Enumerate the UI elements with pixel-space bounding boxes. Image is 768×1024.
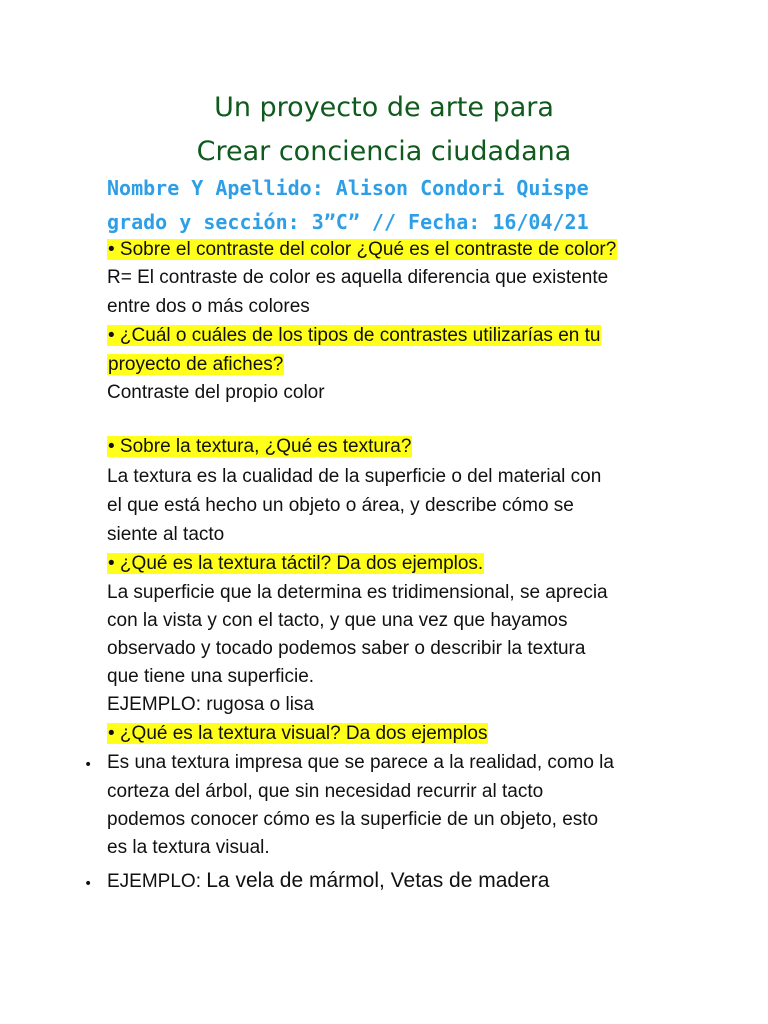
question-3 (107, 436, 412, 458)
answer-3-line-1: La textura es la cualidad de la superficie o del material con (107, 466, 602, 487)
answer-1-line-2: entre dos o más colores (107, 296, 310, 317)
answer-2-line-1: Contraste del propio color (107, 382, 325, 403)
question-4-text: • ¿Qué es la textura táctil? Da dos ejemplos. (108, 553, 484, 574)
answer-3-line-3: siente al tacto (107, 524, 225, 545)
question-1 (107, 239, 617, 261)
list-bullet-2: • (84, 876, 93, 892)
answer-5-line-4: es la textura visual. (107, 837, 270, 858)
student-name: Nombre Y Apellido: Alison Condori Quispe (107, 176, 589, 200)
answer-5-example (107, 869, 549, 893)
answer-4-example: EJEMPLO: rugosa o lisa (107, 694, 314, 715)
grade-date: grado y sección: 3”C” // Fecha: 16/04/21 (107, 210, 589, 234)
question-2-text-2: proyecto de afiches? (108, 354, 284, 375)
example-label: EJEMPLO: (107, 871, 207, 892)
question-4 (107, 553, 484, 575)
answer-5-line-3: podemos conocer cómo es la superficie de un objeto, esto (107, 809, 599, 830)
question-2-text-1: • ¿Cuál o cuáles de los tipos de contrastes utilizarías en tu (108, 325, 601, 346)
question-3-text: • Sobre la textura, ¿Qué es textura? (108, 436, 412, 457)
answer-4-line-1: La superficie que la determina es tridimensional, se aprecia (107, 582, 608, 603)
question-5-text: • ¿Qué es la textura visual? Da dos ejemplos (108, 723, 488, 744)
answer-1-line-1: R= El contraste de color es aquella diferencia que existente (107, 267, 609, 288)
question-1-text: • Sobre el contraste del color ¿Qué es el contraste de color? (108, 239, 617, 260)
title-line-2: Crear conciencia ciudadana (196, 136, 572, 167)
title-line-1: Un proyecto de arte para (214, 92, 554, 123)
answer-5-line-1: Es una textura impresa que se parece a la realidad, como la (107, 752, 614, 773)
list-bullet-1: • (84, 757, 93, 773)
answer-4-line-4: que tiene una superficie. (107, 666, 315, 687)
question-2-line-1 (107, 325, 601, 347)
answer-5-line-2: corteza del árbol, que sin necesidad recurrir al tacto (107, 781, 544, 802)
question-5 (107, 723, 488, 745)
answer-4-line-3: observado y tocado podemos saber o describir la textura (107, 638, 586, 659)
answer-4-line-2: con la vista y con el tacto, y que una vez que hayamos (107, 610, 568, 631)
question-2-line-2 (107, 354, 284, 376)
answer-3-line-2: el que está hecho un objeto o área, y describe cómo se (107, 495, 574, 516)
example-text: La vela de mármol, Vetas de madera (206, 869, 550, 892)
